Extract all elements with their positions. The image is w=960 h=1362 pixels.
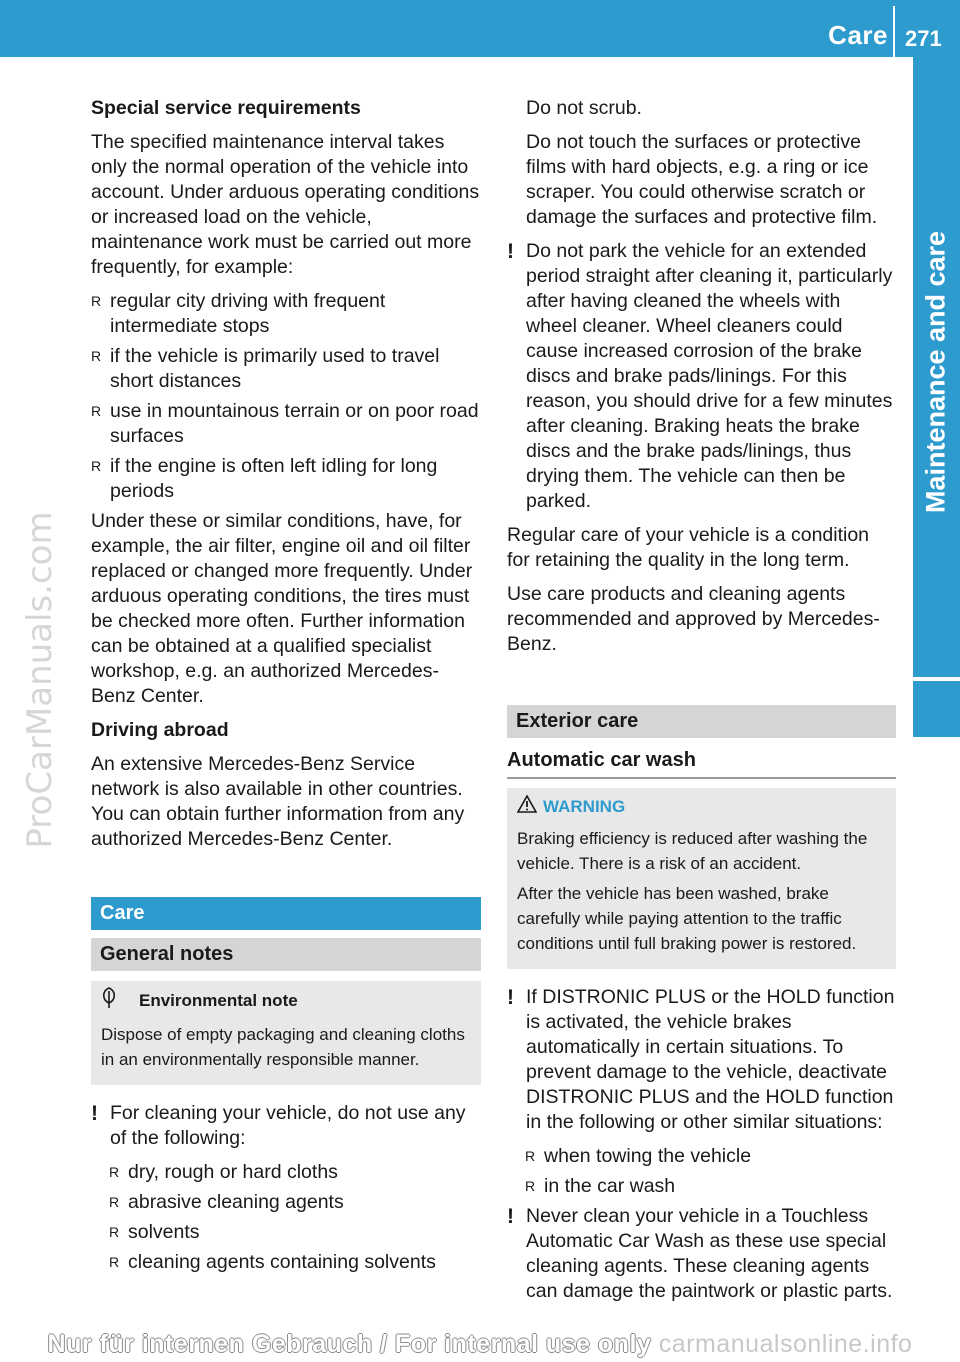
special-service-heading: Special service requirements	[91, 97, 361, 119]
driving-abroad-heading: Driving abroad	[91, 719, 229, 741]
environmental-note-title: Environmental note	[139, 990, 298, 1010]
list-item: R in the car wash	[525, 1174, 896, 1199]
parking-caution-text: Do not park the vehicle for an extended period straight after cleaning it, particularly after having cleaned the wheels with wheel cleaner. Wheel cleaners could cause increased corrosion of the brake discs and brake pads/linings. For this reason, you should drive for a few minutes after cleaning. Braking heats the brake discs and the brake pads/linings, thus drying them. The vehicle can then be parked.	[526, 240, 893, 512]
section-title: Care	[828, 20, 888, 50]
warning-text-2: After the vehicle has been washed, brake carefully while paying attention to the traffic conditions until full braking power is restored.	[517, 884, 857, 954]
right-column	[507, 96, 896, 1313]
left-column	[91, 96, 481, 1280]
side-watermark: ProCarManuals.com	[20, 511, 60, 849]
list-item: R solvents	[109, 1220, 481, 1245]
touchless-caution-text: Never clean your vehicle in a Touchless Automatic Car Wash as these use special cleaning agents. These cleaning agents can damage the paintwork or plastic parts.	[526, 1205, 893, 1303]
header-divider	[893, 6, 895, 57]
footer-source: carmanualsonline.info	[658, 1330, 913, 1358]
list-item: R if the vehicle is primarily used to travel short distances	[91, 344, 481, 394]
warning-icon	[517, 795, 543, 820]
distronic-list	[525, 1144, 896, 1199]
chapter-tab-label: Maintenance and care	[920, 230, 951, 514]
distronic-caution-text: If DISTRONIC PLUS or the HOLD function is activated, the vehicle brakes automatically in certain situations. To prevent damage to the vehicle, deactivate DISTRONIC PLUS and the HOLD function in the following or other similar situations:	[526, 986, 895, 1134]
touchless-caution	[507, 1204, 896, 1304]
continued-text-1: Do not scrub.	[526, 97, 642, 119]
list-item: R dry, rough or hard cloths	[109, 1160, 481, 1185]
warning-text-1: Braking efficiency is reduced after washing the vehicle. There is a risk of an accident.	[517, 829, 868, 874]
parking-caution	[507, 239, 896, 514]
exclamation-icon: !	[507, 986, 514, 1010]
internal-use-notice: Nur für internen Gebrauch / For internal use only	[47, 1330, 652, 1358]
continued-text-2: Do not touch the surfaces or protective films with hard objects, e.g. a ring or ice scraper. You could otherwise scratch or damage the surfaces and protective film.	[526, 131, 878, 228]
care-products-text: Use care products and cleaning agents recommended and approved by Mercedes-Benz.	[507, 583, 880, 655]
list-item: R regular city driving with frequent intermediate stops	[91, 289, 481, 339]
special-service-details: Under these or similar conditions, have, for example, the air filter, engine oil and oil filter replaced or changed more frequently. Under arduous operating conditions, the tires must be checked more often. Further information can be obtained at a qualified specialist workshop, e.g. an authorized Mercedes-Benz Center.	[91, 510, 473, 707]
footer-watermark	[0, 1330, 960, 1359]
special-service-list	[91, 289, 481, 504]
list-item: R abrasive cleaning agents	[109, 1190, 481, 1215]
environmental-note-box	[91, 981, 481, 1085]
page-number: 271	[905, 26, 942, 51]
warning-title: WARNING	[543, 797, 626, 816]
leaf-icon	[101, 987, 139, 1016]
care-section-bar: Care	[91, 897, 481, 930]
exclamation-icon: !	[91, 1102, 98, 1125]
environmental-note-text: Dispose of empty packaging and cleaning cloths in an environmentally responsible manner.	[101, 1025, 465, 1069]
chapter-tab-marker	[913, 681, 960, 737]
automatic-car-wash-heading: Automatic car wash	[507, 748, 896, 779]
exclamation-icon: !	[507, 1205, 514, 1229]
exclamation-icon: !	[507, 240, 514, 263]
special-service-intro: The specified maintenance interval takes only the normal operation of the vehicle into account. Under arduous operating conditions or increased load on the vehicle, maintenance work must be carried out more frequently, for example:	[91, 131, 480, 278]
regular-care-text: Regular care of your vehicle is a condition for retaining the quality in the long term.	[507, 524, 870, 571]
list-item: R use in mountainous terrain or on poor road surfaces	[91, 399, 481, 449]
cleaning-caution	[91, 1101, 481, 1151]
general-notes-bar: General notes	[91, 938, 481, 971]
cleaning-caution-text: For cleaning your vehicle, do not use any of the following:	[110, 1102, 466, 1149]
distronic-caution	[507, 985, 896, 1135]
list-item: R cleaning agents containing solvents	[109, 1250, 481, 1275]
cleaning-list	[109, 1160, 481, 1275]
driving-abroad-text: An extensive Mercedes-Benz Service network is also available in other countries. You can obtain further information from any authorized Mercedes-Benz Center.	[91, 753, 465, 850]
exterior-care-bar: Exterior care	[507, 705, 896, 738]
list-item: R if the engine is often left idling for long periods	[91, 454, 481, 504]
list-item: R when towing the vehicle	[525, 1144, 896, 1169]
warning-box	[507, 788, 896, 969]
header-bar	[0, 0, 960, 57]
